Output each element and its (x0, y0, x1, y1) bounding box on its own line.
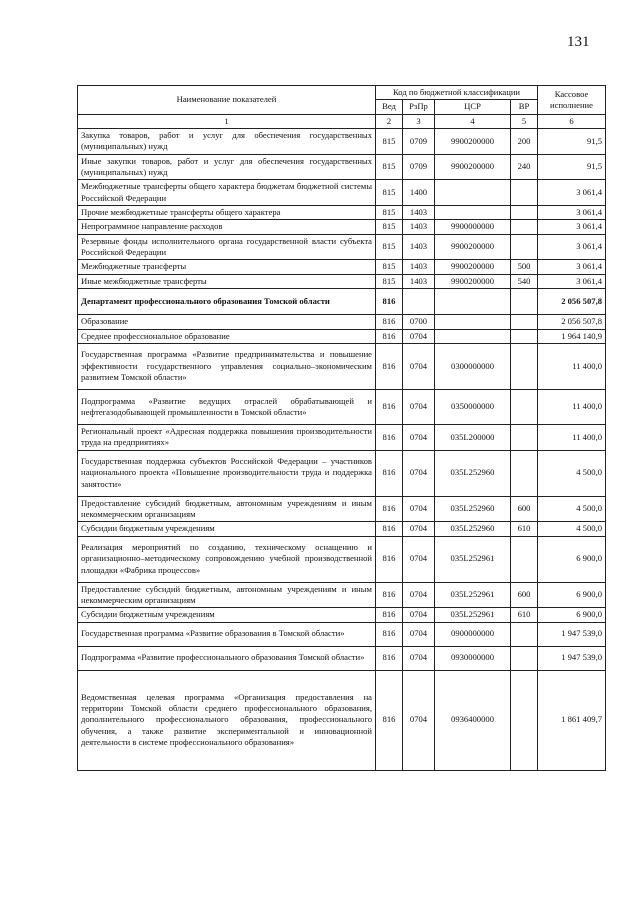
row-vr: 240 (511, 154, 538, 180)
row-value: 1 964 140,9 (538, 329, 606, 343)
row-name: Подпрограмма «Развитие ведущих отраслей обрабатывающей и нефтегазодобывающей промышленности в Томской области» (78, 389, 376, 424)
row-rzpr: 0704 (403, 582, 435, 608)
row-vr: 610 (511, 522, 538, 536)
row-vr (511, 670, 538, 770)
table-row (78, 180, 606, 206)
row-name: Ведомственная целевая программа «Организация предоставления на территории Томской области среднего профессионального образования, дополнительного профессионального образования, профессионального обучения, а также развитие экспериментальной и инновационной деятельности в системе профессионального образования» (78, 670, 376, 770)
row-rzpr: 0709 (403, 154, 435, 180)
row-ved: 816 (376, 646, 403, 670)
row-value: 3 061,4 (538, 206, 606, 220)
row-csr: 9900000000 (435, 220, 511, 234)
row-value: 6 900,0 (538, 582, 606, 608)
row-rzpr: 0704 (403, 424, 435, 450)
row-name: Среднее профессиональное образование (78, 329, 376, 343)
row-rzpr (403, 289, 435, 315)
table-row (78, 329, 606, 343)
row-name: Государственная программа «Развитие предпринимательства и повышение эффективности государственного управления социально–экономическим развитием Томской области» (78, 343, 376, 389)
column-number: 1 (78, 114, 376, 128)
row-name: Непрограммное направление расходов (78, 220, 376, 234)
row-name: Образование (78, 315, 376, 329)
row-ved: 815 (376, 220, 403, 234)
row-value: 6 900,0 (538, 608, 606, 622)
row-csr (435, 315, 511, 329)
row-vr (511, 389, 538, 424)
column-number: 4 (435, 114, 511, 128)
row-vr (511, 343, 538, 389)
row-vr (511, 220, 538, 234)
row-rzpr: 0704 (403, 389, 435, 424)
row-csr (435, 180, 511, 206)
row-name: Реализация мероприятий по созданию, техническому оснащению и организационно–методическому сопровождению учебной производственной площадки «Фабрика процессов» (78, 536, 376, 582)
column-number: 6 (538, 114, 606, 128)
row-csr: 035L252961 (435, 582, 511, 608)
row-name: Иные межбюджетные трансферты (78, 274, 376, 288)
row-csr (435, 329, 511, 343)
row-name: Субсидии бюджетным учреждениям (78, 608, 376, 622)
row-csr: 035L252960 (435, 496, 511, 522)
row-vr (511, 424, 538, 450)
header-code-group: Код по бюджетной классификации (376, 86, 538, 100)
row-rzpr: 0704 (403, 646, 435, 670)
table-row (78, 154, 606, 180)
row-vr (511, 206, 538, 220)
table-row (78, 536, 606, 582)
table-row (78, 522, 606, 536)
row-rzpr: 0704 (403, 536, 435, 582)
row-value: 11 400,0 (538, 389, 606, 424)
row-rzpr: 0704 (403, 329, 435, 343)
row-rzpr: 0700 (403, 315, 435, 329)
header-ved: Вед (376, 100, 403, 114)
row-value: 11 400,0 (538, 424, 606, 450)
column-number: 5 (511, 114, 538, 128)
row-value: 3 061,4 (538, 220, 606, 234)
row-ved: 815 (376, 206, 403, 220)
row-name: Прочие межбюджетные трансферты общего характера (78, 206, 376, 220)
row-rzpr: 0709 (403, 129, 435, 155)
table-row (78, 582, 606, 608)
header-vr: ВР (511, 100, 538, 114)
row-rzpr: 1403 (403, 206, 435, 220)
table-row (78, 608, 606, 622)
table-row (78, 424, 606, 450)
table-row (78, 343, 606, 389)
budget-table (77, 85, 606, 771)
row-name: Предоставление субсидий бюджетным, автономным учреждениям и иным некоммерческим организациям (78, 496, 376, 522)
row-rzpr: 0704 (403, 622, 435, 646)
row-value: 91,5 (538, 154, 606, 180)
row-ved: 816 (376, 622, 403, 646)
row-value: 4 500,0 (538, 450, 606, 496)
row-ved: 816 (376, 522, 403, 536)
table-row (78, 496, 606, 522)
row-csr: 035L252960 (435, 522, 511, 536)
row-name: Государственная поддержка субъектов Российской Федерации – участников национального проекта «Повышение производительности труда и поддержка занятости» (78, 450, 376, 496)
row-rzpr: 1403 (403, 234, 435, 260)
column-number-row (78, 114, 606, 128)
row-name: Резервные фонды исполнительного органа государственной власти субъекта Российской Федерации (78, 234, 376, 260)
row-ved: 816 (376, 608, 403, 622)
row-csr: 9900200000 (435, 274, 511, 288)
row-csr: 0300000000 (435, 343, 511, 389)
row-ved: 816 (376, 536, 403, 582)
table-row (78, 670, 606, 770)
row-name: Субсидии бюджетным учреждениям (78, 522, 376, 536)
row-vr: 600 (511, 582, 538, 608)
row-ved: 815 (376, 260, 403, 274)
row-name: Межбюджетные трансферты общего характера бюджетам бюджетной системы Российской Федерации (78, 180, 376, 206)
row-ved: 815 (376, 180, 403, 206)
table-row (78, 622, 606, 646)
row-ved: 816 (376, 343, 403, 389)
row-ved: 816 (376, 496, 403, 522)
row-rzpr: 0704 (403, 450, 435, 496)
row-ved: 816 (376, 450, 403, 496)
table-row (78, 646, 606, 670)
row-value: 4 500,0 (538, 496, 606, 522)
row-name: Иные закупки товаров, работ и услуг для обеспечения государственных (муниципальных) нужд (78, 154, 376, 180)
header-rzpr: РзПр (403, 100, 435, 114)
row-csr: 035L252960 (435, 450, 511, 496)
row-ved: 815 (376, 274, 403, 288)
table-row (78, 450, 606, 496)
row-vr (511, 315, 538, 329)
row-csr: 0930000000 (435, 646, 511, 670)
row-value: 1 861 409,7 (538, 670, 606, 770)
header-name: Наименование показателей (78, 86, 376, 115)
row-name: Департамент профессионального образования Томской области (78, 289, 376, 315)
row-csr: 035L252961 (435, 608, 511, 622)
row-csr: 035L200000 (435, 424, 511, 450)
row-vr (511, 450, 538, 496)
row-csr (435, 289, 511, 315)
row-value: 4 500,0 (538, 522, 606, 536)
row-csr: 9900200000 (435, 260, 511, 274)
row-ved: 816 (376, 582, 403, 608)
row-csr: 9900200000 (435, 234, 511, 260)
row-ved: 816 (376, 670, 403, 770)
column-number: 3 (403, 114, 435, 128)
row-ved: 815 (376, 129, 403, 155)
row-rzpr: 1403 (403, 260, 435, 274)
row-value: 91,5 (538, 129, 606, 155)
row-vr: 600 (511, 496, 538, 522)
row-value: 3 061,4 (538, 260, 606, 274)
row-value: 3 061,4 (538, 274, 606, 288)
row-vr (511, 234, 538, 260)
row-ved: 816 (376, 329, 403, 343)
table-row (78, 220, 606, 234)
row-rzpr: 0704 (403, 522, 435, 536)
row-vr (511, 536, 538, 582)
row-vr: 500 (511, 260, 538, 274)
row-rzpr: 0704 (403, 343, 435, 389)
row-csr (435, 206, 511, 220)
row-rzpr: 1403 (403, 220, 435, 234)
table-row (78, 289, 606, 315)
header-csr: ЦСР (435, 100, 511, 114)
table-body (78, 129, 606, 771)
header-cash: Кассовое исполнение (538, 86, 606, 115)
table-row (78, 315, 606, 329)
row-ved: 816 (376, 315, 403, 329)
row-csr: 035L252961 (435, 536, 511, 582)
table-row (78, 389, 606, 424)
row-vr: 540 (511, 274, 538, 288)
row-value: 3 061,4 (538, 180, 606, 206)
row-rzpr: 1403 (403, 274, 435, 288)
row-vr (511, 289, 538, 315)
column-number: 2 (376, 114, 403, 128)
row-csr: 0350000000 (435, 389, 511, 424)
row-vr: 610 (511, 608, 538, 622)
row-ved: 815 (376, 234, 403, 260)
page-number: 131 (567, 34, 590, 50)
row-vr (511, 646, 538, 670)
row-value: 6 900,0 (538, 536, 606, 582)
table-row (78, 260, 606, 274)
row-rzpr: 0704 (403, 608, 435, 622)
row-vr (511, 329, 538, 343)
table-row (78, 206, 606, 220)
row-name: Предоставление субсидий бюджетным, автономным учреждениям и иным некоммерческим организациям (78, 582, 376, 608)
row-name: Закупка товаров, работ и услуг для обеспечения государственных (муниципальных) нужд (78, 129, 376, 155)
row-csr: 0900000000 (435, 622, 511, 646)
row-vr: 200 (511, 129, 538, 155)
row-value: 1 947 539,0 (538, 646, 606, 670)
row-vr (511, 180, 538, 206)
row-value: 11 400,0 (538, 343, 606, 389)
row-value: 2 056 507,8 (538, 289, 606, 315)
row-value: 3 061,4 (538, 234, 606, 260)
row-vr (511, 622, 538, 646)
row-rzpr: 0704 (403, 670, 435, 770)
row-name: Подпрограмма «Развитие профессионального образования Томской области» (78, 646, 376, 670)
row-ved: 816 (376, 424, 403, 450)
row-ved: 816 (376, 389, 403, 424)
row-rzpr: 0704 (403, 496, 435, 522)
row-csr: 0936400000 (435, 670, 511, 770)
table-row (78, 129, 606, 155)
row-ved: 815 (376, 154, 403, 180)
row-value: 1 947 539,0 (538, 622, 606, 646)
table-row (78, 274, 606, 288)
row-rzpr: 1400 (403, 180, 435, 206)
row-csr: 9900200000 (435, 129, 511, 155)
row-name: Региональный проект «Адресная поддержка повышения производительности труда на предприятиях» (78, 424, 376, 450)
row-ved: 816 (376, 289, 403, 315)
row-name: Государственная программа «Развитие образования в Томской области» (78, 622, 376, 646)
row-csr: 9900200000 (435, 154, 511, 180)
table-row (78, 234, 606, 260)
row-value: 2 056 507,8 (538, 315, 606, 329)
row-name: Межбюджетные трансферты (78, 260, 376, 274)
